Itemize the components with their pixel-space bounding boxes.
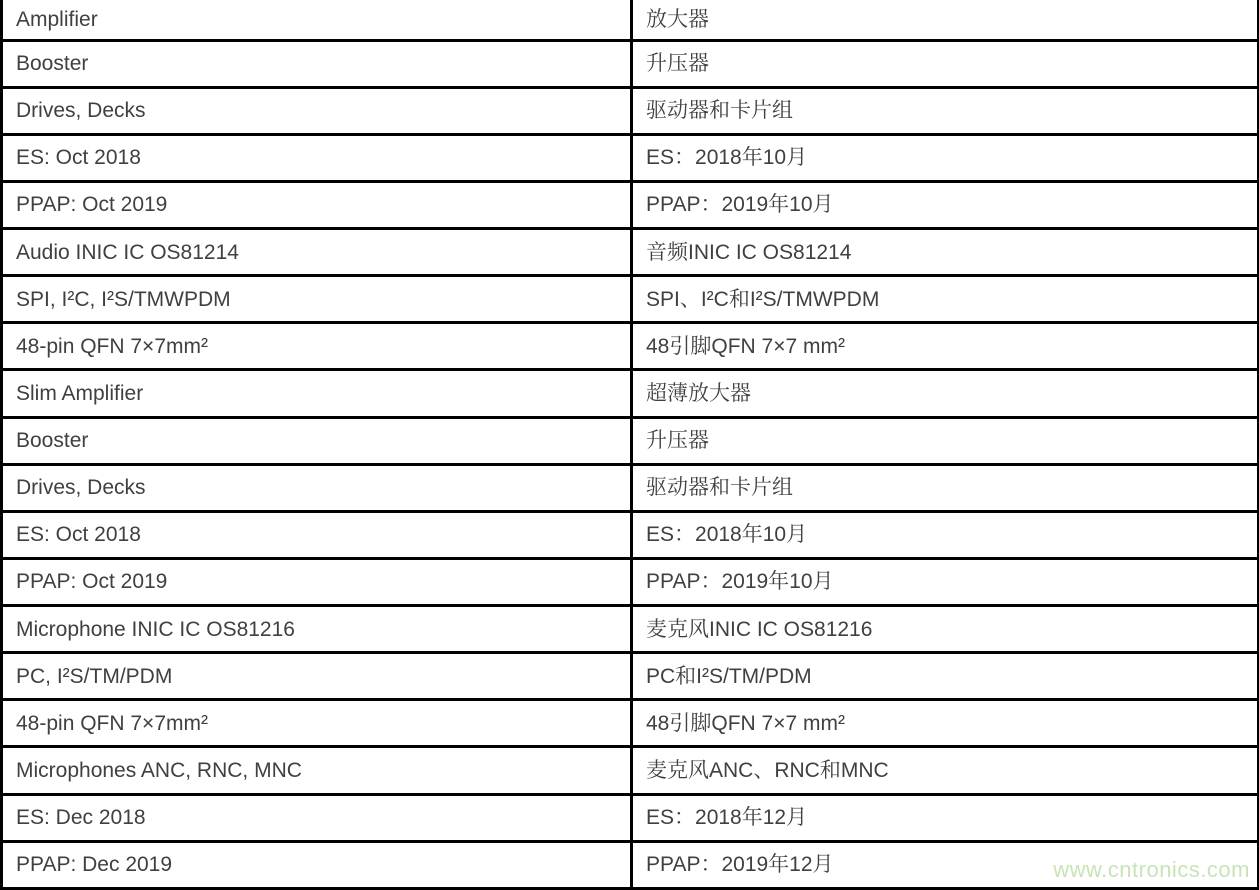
table-row [2,40,1259,87]
table-row [2,323,1259,370]
cell-chinese: 升压器 [632,417,1259,464]
cell-english: ES: Oct 2018 [2,511,632,558]
cell-chinese: PPAP：2019年12月 [632,841,1259,888]
table-row [2,653,1259,700]
cell-english: Booster [2,417,632,464]
cell-english: SPI, I²C, I²S/TMWPDM [2,276,632,323]
cell-chinese: ES：2018年10月 [632,511,1259,558]
table-row [2,841,1259,888]
cell-english: 48-pin QFN 7×7mm² [2,323,632,370]
cell-chinese: 48引脚QFN 7×7 mm² [632,323,1259,370]
table-row [2,464,1259,511]
cell-english: 48-pin QFN 7×7mm² [2,700,632,747]
table-row [2,606,1259,653]
table-row [2,0,1259,40]
table-row [2,558,1259,605]
table-row [2,87,1259,134]
table-row [2,370,1259,417]
cell-chinese: SPI、I²C和I²S/TMWPDM [632,276,1259,323]
cell-chinese: 升压器 [632,40,1259,87]
cell-english: PPAP: Oct 2019 [2,558,632,605]
cell-chinese: 驱动器和卡片组 [632,87,1259,134]
cell-english: PPAP: Oct 2019 [2,181,632,228]
cell-english: Drives, Decks [2,464,632,511]
cell-english: PC, I²S/TM/PDM [2,653,632,700]
cell-english: Drives, Decks [2,87,632,134]
table-row [2,229,1259,276]
cell-english: ES: Dec 2018 [2,794,632,841]
table-row [2,747,1259,794]
cell-chinese: 放大器 [632,0,1259,40]
table-row [2,276,1259,323]
cell-chinese: 麦克风INIC IC OS81216 [632,606,1259,653]
cell-chinese: ES：2018年10月 [632,134,1259,181]
watermark: www.cntronics.com [1053,857,1250,882]
table-row [2,134,1259,181]
cell-english: Slim Amplifier [2,370,632,417]
cell-chinese: PPAP：2019年10月 [632,558,1259,605]
table-row [2,511,1259,558]
table-row [2,794,1259,841]
cell-chinese: 音频INIC IC OS81214 [632,229,1259,276]
cell-chinese: 超薄放大器 [632,370,1259,417]
cell-chinese: 驱动器和卡片组 [632,464,1259,511]
cell-english: Booster [2,40,632,87]
cell-chinese: ES：2018年12月 [632,794,1259,841]
table-row [2,700,1259,747]
cell-chinese: 麦克风ANC、RNC和MNC [632,747,1259,794]
table-row [2,181,1259,228]
cell-english: PPAP: Dec 2019 [2,841,632,888]
table-row [2,417,1259,464]
cell-chinese: PPAP：2019年10月 [632,181,1259,228]
cell-english: Amplifier [2,0,632,40]
cell-english: Microphone INIC IC OS81216 [2,606,632,653]
cell-english: Microphones ANC, RNC, MNC [2,747,632,794]
cell-chinese: PC和I²S/TM/PDM [632,653,1259,700]
cell-english: ES: Oct 2018 [2,134,632,181]
cell-english: Audio INIC IC OS81214 [2,229,632,276]
cell-chinese: 48引脚QFN 7×7 mm² [632,700,1259,747]
